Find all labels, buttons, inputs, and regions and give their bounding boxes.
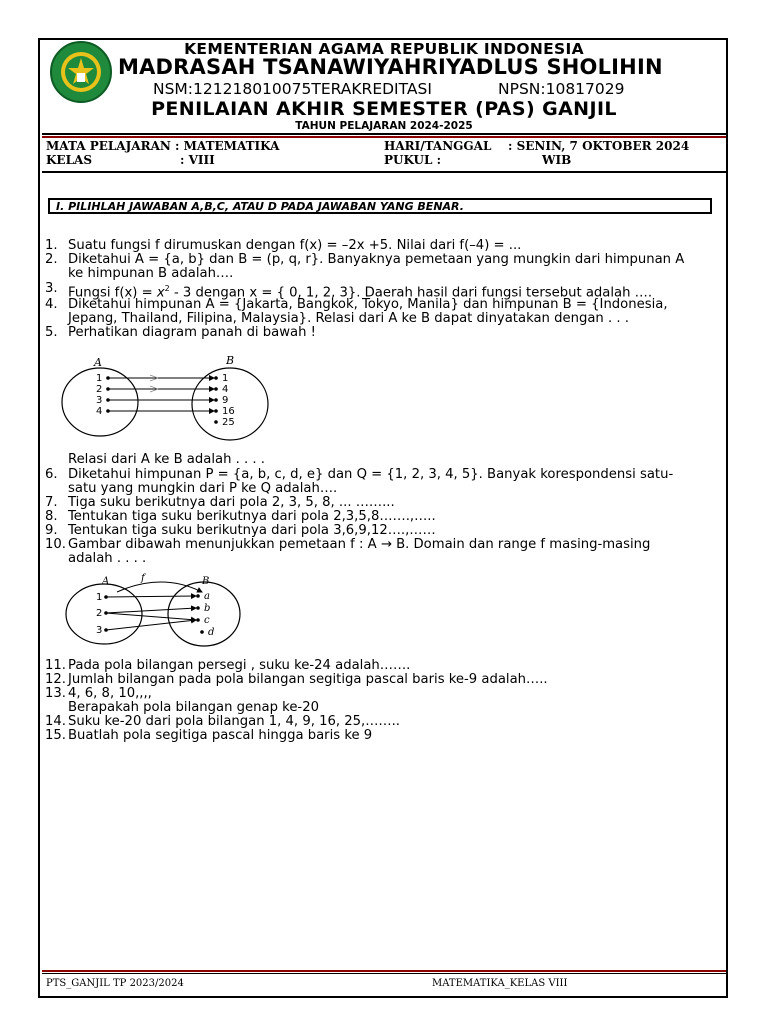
ministry-title: KEMENTERIAN AGAMA REPUBLIK INDONESIA	[184, 40, 584, 58]
q3-pre: Fungsi f(x) =	[68, 285, 157, 301]
question-number: 5.	[45, 325, 58, 340]
question-number: 2.	[45, 252, 58, 267]
time-label: PUKUL :	[384, 153, 441, 167]
instruction-text: I. PILIHLAH JAWABAN A,B,C, ATAU D PADA JAWABAN YANG BENAR.	[56, 200, 464, 213]
question-number: 1.	[45, 238, 58, 253]
question-number: 11.	[45, 658, 66, 673]
set-a-label: A	[102, 576, 110, 587]
function-label: f	[141, 573, 145, 584]
b-elem: 16	[222, 406, 235, 417]
b-elem: 1	[222, 373, 229, 384]
time-unit: WIB	[542, 153, 572, 167]
question-text: Tentukan tiga suku berikutnya dari pola 2,3,5,8…….,…..	[68, 509, 436, 524]
question-text: Pada pola bilangan persegi , suku ke-24 adalah…….	[68, 658, 411, 673]
footer-right: MATEMATIKA_KELAS VIII	[432, 978, 568, 989]
question-text: 4, 6, 8, 10,,,,	[68, 686, 152, 701]
question-number: 9.	[45, 523, 58, 538]
question-number: 13.	[45, 686, 66, 701]
a-elem: 1	[96, 373, 103, 384]
q3-sup: 2	[164, 284, 170, 293]
day-value: : SENIN, 7 OKTOBER 2024	[508, 139, 690, 153]
footer-rule	[42, 973, 726, 974]
b-elem: 4	[222, 384, 229, 395]
b-elem: 9	[222, 395, 229, 406]
b-elem: a	[204, 591, 210, 602]
subject-label: MATA PELAJARAN : MATEMATIKA	[46, 139, 280, 153]
arrow-diagram-2	[62, 572, 252, 650]
question-text: Tentukan tiga suku berikutnya dari pola 3,6,9,12….,……	[68, 523, 436, 538]
header-rule-red	[42, 136, 726, 138]
question-text: Suatu fungsi f dirumuskan dengan f(x) = –2x +5. Nilai dari f(–4) = ...	[68, 238, 522, 253]
a-elem: 1	[96, 592, 103, 603]
a-elem: 2	[96, 384, 103, 395]
b-elem: b	[204, 603, 211, 614]
question-text: Diketahui himpunan P = {a, b, c, d, e} dan Q = {1, 2, 3, 4, 5}. Banyak korespondensi satu-	[68, 467, 674, 482]
set-a-label: A	[94, 356, 102, 369]
school-name: MADRASAH TSANAWIYAHRIYADLUS SHOLIHIN	[118, 55, 663, 79]
q3-var: x	[156, 285, 165, 301]
question-text: satu yang mungkin dari P ke Q adalah….	[68, 481, 338, 496]
a-elem: 3	[96, 395, 103, 406]
question-text: Relasi dari A ke B adalah . . . .	[68, 452, 265, 467]
question-text: Berapakah pola bilangan genap ke-20	[68, 700, 319, 715]
accreditation-text: 5TERAKREDITASI	[301, 80, 432, 98]
question-text: Diketahui A = {a, b} dan B = (p, q, r}. Banyaknya pemetaan yang mungkin dari himpunan A	[68, 252, 685, 267]
b-elem: c	[204, 615, 210, 626]
question-text: Jepang, Thailand, Filipina, Malaysia}. Relasi dari A ke B dapat dinyatakan dengan . . .	[68, 311, 629, 326]
question-text: Gambar dibawah menunjukkan pemetaan f : A → B. Domain dan range f masing-masing	[68, 537, 651, 552]
class-value: : VIII	[180, 153, 215, 167]
question-text: Suku ke-20 dari pola bilangan 1, 4, 9, 16, 25,……..	[68, 714, 400, 729]
question-number: 8.	[45, 509, 58, 524]
question-text: Diketahui himpunan A = {Jakarta, Bangkok, Tokyo, Manila} dan himpunan B = {Indonesia,	[68, 297, 668, 312]
q3-post: - 3 dengan x = { 0, 1, 2, 3}. Daerah hasil dari fungsi tersebut adalah ….	[169, 285, 653, 301]
question-number: 7.	[45, 495, 58, 510]
set-b-label: B	[202, 576, 210, 587]
question-number: 4.	[45, 297, 58, 312]
question-text: ke himpunan B adalah….	[68, 266, 234, 281]
question-number: 6.	[45, 467, 58, 482]
footer-rule-red	[42, 970, 726, 972]
footer-left: PTS_GANJIL TP 2023/2024	[46, 978, 184, 989]
exam-title: PENILAIAN AKHIR SEMESTER (PAS) GANJIL	[151, 98, 617, 120]
question-number: 14.	[45, 714, 66, 729]
nsm-text: NSM:12121801007	[153, 80, 302, 98]
instruction-box	[48, 198, 712, 214]
question-text: Buatlah pola segitiga pascal hingga baris ke 9	[68, 728, 373, 743]
question-text: adalah . . . .	[68, 551, 147, 566]
question-number: 3.	[45, 281, 58, 296]
a-elem: 4	[96, 406, 103, 417]
b-elem: d	[208, 627, 215, 638]
nsm-accreditation	[153, 80, 432, 98]
a-elem: 2	[96, 608, 103, 619]
question-text: Jumlah bilangan pada pola bilangan segitiga pascal baris ke-9 adalah…..	[68, 672, 548, 687]
set-b-label: B	[226, 354, 235, 367]
a-elem: 3	[96, 625, 103, 636]
header-rule	[42, 133, 726, 135]
arrow-diagram-1	[58, 352, 283, 442]
question-number: 10.	[45, 537, 66, 552]
question-text: Perhatikan diagram panah di bawah !	[68, 325, 316, 340]
b-elem: 25	[222, 417, 235, 428]
meta-rule	[42, 171, 726, 173]
day-label: HARI/TANGGAL	[384, 139, 492, 153]
question-text: Tiga suku berikutnya dari pola 2, 3, 5, 8, ... ……...	[68, 495, 395, 510]
class-label: KELAS	[46, 153, 92, 167]
question-number: 15.	[45, 728, 66, 743]
school-year: TAHUN PELAJARAN 2024-2025	[295, 120, 473, 132]
npsn-text: NPSN:10817029	[498, 80, 625, 98]
question-number: 12.	[45, 672, 66, 687]
